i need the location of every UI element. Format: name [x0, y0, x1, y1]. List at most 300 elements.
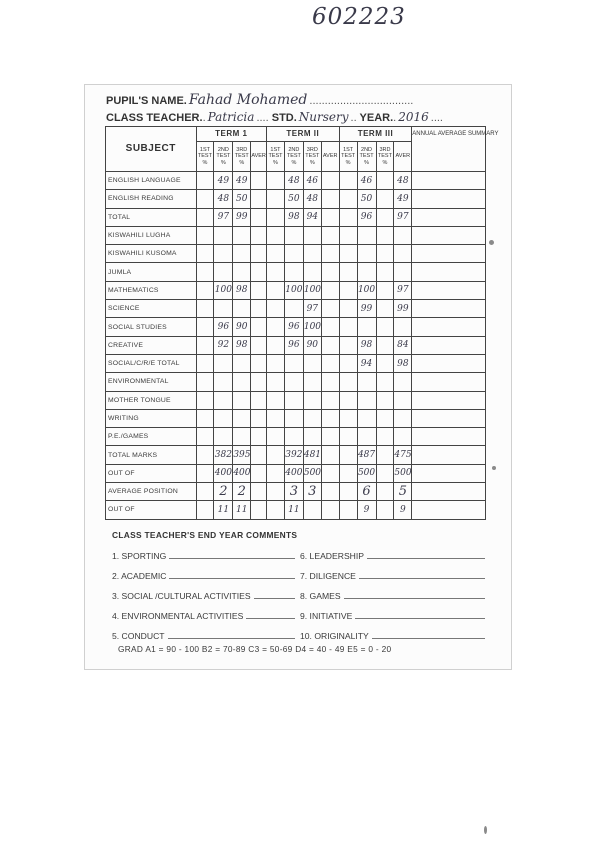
subheader-top: 1ST: [270, 146, 281, 153]
mark-cell: 97: [394, 281, 412, 299]
table-row: [106, 208, 486, 226]
mark-cell: 11: [214, 501, 233, 519]
subheader-pct: %: [291, 159, 297, 166]
mark-cell: 90: [303, 336, 321, 354]
mark-cell: 500: [357, 464, 376, 482]
mark-cell: 96: [357, 208, 376, 226]
mark-cell: [267, 318, 285, 336]
comment-label: 9. INITIATIVE: [300, 611, 353, 621]
mark-cell: [196, 190, 214, 208]
subject-label: MOTHER TONGUE: [106, 391, 197, 409]
mark-cell: [357, 373, 376, 391]
table-row: [106, 318, 486, 336]
mark-cell: 48: [303, 190, 321, 208]
term1-subheader-3: [233, 142, 251, 172]
comment-label: 1. SPORTING: [112, 551, 167, 561]
mark-cell: [267, 373, 285, 391]
mark-cell: [321, 336, 339, 354]
annual-summary-cell: [412, 263, 486, 281]
subheader-top: 3RD: [236, 146, 248, 153]
form-id-number: 602223: [312, 4, 406, 30]
mark-cell: [339, 300, 357, 318]
annual-summary-cell: [412, 281, 486, 299]
subject-label: P.E./GAMES: [106, 428, 197, 446]
mark-cell: [321, 172, 339, 190]
mark-cell: 9: [394, 501, 412, 519]
mark-cell: 48: [214, 190, 233, 208]
mark-cell: [214, 263, 233, 281]
mark-cell: [251, 172, 267, 190]
mark-cell: [251, 483, 267, 501]
comment-label: 8. GAMES: [300, 591, 341, 601]
table-row: [106, 501, 486, 519]
term3-header: TERM III: [339, 127, 412, 142]
comment-blank: [169, 549, 295, 559]
table-row: [106, 373, 486, 391]
mark-cell: [321, 446, 339, 464]
mark-cell: [376, 446, 394, 464]
mark-cell: [339, 373, 357, 391]
mark-cell: 98: [357, 336, 376, 354]
mark-cell: 400: [214, 464, 233, 482]
mark-cell: [303, 245, 321, 263]
subject-header: SUBJECT: [106, 127, 197, 172]
mark-cell: [196, 281, 214, 299]
mark-cell: [321, 300, 339, 318]
subject-label: WRITING: [106, 409, 197, 427]
table-row: [106, 281, 486, 299]
mark-cell: [196, 226, 214, 244]
mark-cell: [321, 226, 339, 244]
mark-cell: [376, 281, 394, 299]
mark-cell: [339, 409, 357, 427]
mark-cell: 3: [284, 483, 303, 501]
annual-summary-cell: [412, 208, 486, 226]
subheader-top: AVER: [395, 153, 411, 160]
mark-cell: 96: [214, 318, 233, 336]
mark-cell: [196, 300, 214, 318]
mark-cell: [267, 336, 285, 354]
mark-cell: 400: [233, 464, 251, 482]
subject-label: SCIENCE: [106, 300, 197, 318]
mark-cell: [267, 464, 285, 482]
comment-label: 5. CONDUCT: [112, 631, 165, 641]
mark-cell: 11: [284, 501, 303, 519]
mark-cell: [233, 428, 251, 446]
pupil-name-value: Fahad Mohamed: [188, 92, 308, 108]
mark-cell: [284, 263, 303, 281]
mark-cell: [196, 409, 214, 427]
mark-cell: [251, 428, 267, 446]
comment-label: 2. ACADEMIC: [112, 571, 167, 581]
subheader-top: 1ST: [343, 146, 354, 153]
mark-cell: [251, 501, 267, 519]
subheader-mid: TEST: [286, 153, 301, 160]
mark-cell: [357, 263, 376, 281]
term3-subheader-3: [376, 142, 394, 172]
mark-cell: [321, 373, 339, 391]
mark-cell: [214, 428, 233, 446]
subheader-pct: %: [309, 159, 315, 166]
year-label: YEAR.: [359, 112, 394, 124]
pupil-name-line: PUPIL'S NAME. Fahad Mohamed ..................................: [106, 92, 414, 108]
mark-cell: 481: [303, 446, 321, 464]
marks-table: [105, 126, 499, 520]
mark-cell: 487: [357, 446, 376, 464]
subheader-mid: TEST: [377, 153, 392, 160]
subject-label: KISWAHILI LUGHA: [106, 226, 197, 244]
mark-cell: 475: [394, 446, 412, 464]
subject-label: JUMLA: [106, 263, 197, 281]
mark-cell: [357, 245, 376, 263]
comment-blank: [254, 589, 295, 599]
mark-cell: [233, 226, 251, 244]
mark-cell: [339, 428, 357, 446]
scan-speck: [492, 466, 496, 470]
mark-cell: [233, 300, 251, 318]
mark-cell: 98: [233, 336, 251, 354]
subheader-pct: %: [239, 159, 245, 166]
mark-cell: 2: [214, 483, 233, 501]
mark-cell: [303, 226, 321, 244]
mark-cell: [214, 245, 233, 263]
mark-cell: [251, 336, 267, 354]
mark-cell: [196, 373, 214, 391]
comment-label: 3. SOCIAL /CULTURAL ACTIVITIES: [112, 591, 251, 601]
mark-cell: 49: [394, 190, 412, 208]
mark-cell: [357, 226, 376, 244]
annual-summary-cell: [412, 245, 486, 263]
mark-cell: 97: [214, 208, 233, 226]
mark-cell: [339, 245, 357, 263]
table-row: [106, 409, 486, 427]
mark-cell: [376, 501, 394, 519]
annual-summary-cell: [412, 373, 486, 391]
mark-cell: [303, 391, 321, 409]
std-value: Nursery: [298, 110, 349, 124]
table-row: [106, 483, 486, 501]
mark-cell: [321, 483, 339, 501]
subheader-top: AVER: [251, 153, 266, 160]
mark-cell: [284, 391, 303, 409]
comment-line-left: [112, 569, 295, 581]
mark-cell: [267, 354, 285, 372]
subheader-mid: TEST: [305, 153, 320, 160]
mark-cell: 97: [394, 208, 412, 226]
mark-cell: [303, 373, 321, 391]
mark-cell: [394, 373, 412, 391]
mark-cell: 100: [303, 281, 321, 299]
mark-cell: [339, 226, 357, 244]
mark-cell: [214, 391, 233, 409]
term2-subheader-1: [267, 142, 285, 172]
mark-cell: [357, 428, 376, 446]
mark-cell: [303, 354, 321, 372]
comment-line-left: [112, 589, 295, 601]
mark-cell: [321, 391, 339, 409]
term1-subheader-4: [251, 142, 267, 172]
mark-cell: [196, 172, 214, 190]
mark-cell: [321, 354, 339, 372]
mark-cell: [267, 446, 285, 464]
mark-cell: 50: [357, 190, 376, 208]
table-row: [106, 336, 486, 354]
comment-blank: [168, 629, 295, 639]
subheader-top: 1ST: [199, 146, 210, 153]
mark-cell: [376, 263, 394, 281]
scan-speck: [484, 826, 487, 834]
subheader-mid: TEST: [197, 153, 212, 160]
subject-label: SOCIAL/C/R/E TOTAL: [106, 354, 197, 372]
mark-cell: [251, 281, 267, 299]
mark-cell: [321, 281, 339, 299]
mark-cell: [303, 428, 321, 446]
subheader-mid: TEST: [359, 153, 374, 160]
mark-cell: 94: [303, 208, 321, 226]
mark-cell: [267, 281, 285, 299]
mark-cell: [339, 446, 357, 464]
mark-cell: [251, 226, 267, 244]
subject-label: MATHEMATICS: [106, 281, 197, 299]
mark-cell: 46: [303, 172, 321, 190]
mark-cell: [357, 391, 376, 409]
mark-cell: 99: [357, 300, 376, 318]
mark-cell: [376, 318, 394, 336]
annual-summary-cell: [412, 428, 486, 446]
mark-cell: [284, 354, 303, 372]
comment-line-left: [112, 629, 295, 641]
term1-subheader-1: [196, 142, 214, 172]
mark-cell: [339, 172, 357, 190]
mark-cell: [339, 501, 357, 519]
mark-cell: 5: [394, 483, 412, 501]
subheader-top: 3RD: [306, 146, 318, 153]
mark-cell: [303, 501, 321, 519]
comment-blank: [372, 629, 485, 639]
scan-speck: [489, 240, 494, 245]
comment-line-right: [300, 589, 485, 601]
mark-cell: [251, 409, 267, 427]
mark-cell: [321, 464, 339, 482]
mark-cell: 96: [284, 336, 303, 354]
mark-cell: 49: [233, 172, 251, 190]
mark-cell: [233, 409, 251, 427]
mark-cell: [267, 300, 285, 318]
term1-subheader-2: [214, 142, 233, 172]
term2-subheader-2: [284, 142, 303, 172]
annual-summary-cell: [412, 446, 486, 464]
mark-cell: [196, 245, 214, 263]
annual-summary-cell: [412, 190, 486, 208]
table-row: [106, 391, 486, 409]
mark-cell: [376, 464, 394, 482]
mark-cell: [339, 391, 357, 409]
table-row: [106, 446, 486, 464]
mark-cell: [394, 318, 412, 336]
mark-cell: [394, 245, 412, 263]
table-row: [106, 245, 486, 263]
comment-blank: [355, 609, 485, 619]
mark-cell: 98: [233, 281, 251, 299]
mark-cell: [196, 336, 214, 354]
mark-cell: [284, 409, 303, 427]
year-value: 2016: [398, 110, 429, 124]
mark-cell: [303, 263, 321, 281]
mark-cell: [339, 318, 357, 336]
mark-cell: [196, 391, 214, 409]
mark-cell: 96: [284, 318, 303, 336]
table-row: [106, 172, 486, 190]
mark-cell: [267, 208, 285, 226]
mark-cell: 98: [394, 354, 412, 372]
mark-cell: 3: [303, 483, 321, 501]
mark-cell: [376, 300, 394, 318]
mark-cell: [196, 263, 214, 281]
mark-cell: [339, 354, 357, 372]
mark-cell: [214, 354, 233, 372]
annual-summary-cell: [412, 300, 486, 318]
comment-label: 10. ORIGINALITY: [300, 631, 369, 641]
annual-summary-cell: [412, 336, 486, 354]
mark-cell: [267, 391, 285, 409]
mark-cell: [321, 245, 339, 263]
mark-cell: [233, 354, 251, 372]
mark-cell: [321, 318, 339, 336]
annual-summary-cell: [412, 391, 486, 409]
subheader-top: 3RD: [379, 146, 391, 153]
table-row: [106, 190, 486, 208]
mark-cell: 97: [303, 300, 321, 318]
comment-line-right: [300, 569, 485, 581]
annual-summary-header: ANNUAL AVERAGE SUMMARY: [412, 127, 486, 172]
mark-cell: 84: [394, 336, 412, 354]
annual-summary-cell: [412, 226, 486, 244]
term3-subheader-2: [357, 142, 376, 172]
mark-cell: [394, 428, 412, 446]
grading-scale: GRAD A1 = 90 - 100 B2 = 70-89 C3 = 50-69 D4 = 40 - 49 E5 = 0 - 20: [118, 644, 392, 654]
mark-cell: 99: [394, 300, 412, 318]
table-row: [106, 226, 486, 244]
mark-cell: 500: [303, 464, 321, 482]
mark-cell: [214, 409, 233, 427]
mark-cell: [339, 281, 357, 299]
mark-cell: [339, 483, 357, 501]
mark-cell: [284, 428, 303, 446]
mark-cell: 98: [284, 208, 303, 226]
comments-title: CLASS TEACHER'S END YEAR COMMENTS: [112, 530, 298, 540]
mark-cell: [284, 226, 303, 244]
mark-cell: [267, 263, 285, 281]
comment-line-right: [300, 549, 485, 561]
subheader-mid: TEST: [216, 153, 231, 160]
comment-blank: [246, 609, 295, 619]
mark-cell: [251, 391, 267, 409]
subject-label: CREATIVE: [106, 336, 197, 354]
mark-cell: [251, 373, 267, 391]
term1-header: TERM 1: [196, 127, 267, 142]
annual-summary-cell: [412, 172, 486, 190]
mark-cell: 46: [357, 172, 376, 190]
mark-cell: 11: [233, 501, 251, 519]
std-label: STD.: [271, 112, 297, 124]
mark-cell: [321, 428, 339, 446]
mark-cell: 392: [284, 446, 303, 464]
mark-cell: [339, 464, 357, 482]
subject-label: ENGLISH READING: [106, 190, 197, 208]
subheader-pct: %: [273, 159, 278, 166]
mark-cell: [284, 245, 303, 263]
comment-label: 6. LEADERSHIP: [300, 551, 364, 561]
mark-cell: 100: [357, 281, 376, 299]
mark-cell: [214, 373, 233, 391]
mark-cell: 49: [214, 172, 233, 190]
mark-cell: [233, 263, 251, 281]
term3-subheader-4: [394, 142, 412, 172]
subheader-top: 2ND: [361, 146, 373, 153]
mark-cell: [357, 409, 376, 427]
mark-cell: [251, 318, 267, 336]
comment-blank: [359, 569, 485, 579]
term2-subheader-3: [303, 142, 321, 172]
mark-cell: 382: [214, 446, 233, 464]
mark-cell: [376, 428, 394, 446]
mark-cell: [321, 263, 339, 281]
mark-cell: [251, 464, 267, 482]
mark-cell: [303, 409, 321, 427]
subject-label: OUT OF: [106, 464, 197, 482]
subheader-pct: %: [382, 159, 388, 166]
mark-cell: [394, 263, 412, 281]
mark-cell: [376, 336, 394, 354]
comment-label: 7. DILIGENCE: [300, 571, 356, 581]
mark-cell: [196, 428, 214, 446]
mark-cell: 48: [284, 172, 303, 190]
subject-label: KISWAHILI KUSOMA: [106, 245, 197, 263]
mark-cell: 6: [357, 483, 376, 501]
mark-cell: [339, 263, 357, 281]
subheader-pct: %: [345, 159, 351, 166]
mark-cell: [376, 226, 394, 244]
mark-cell: [284, 373, 303, 391]
mark-cell: [251, 446, 267, 464]
comment-blank: [367, 549, 485, 559]
mark-cell: [251, 208, 267, 226]
mark-cell: [251, 245, 267, 263]
subheader-top: 2ND: [217, 146, 229, 153]
mark-cell: [339, 190, 357, 208]
mark-cell: [339, 208, 357, 226]
subheader-pct: %: [220, 159, 226, 166]
mark-cell: [267, 428, 285, 446]
comment-label: 4. ENVIRONMENTAL ACTIVITIES: [112, 611, 244, 621]
mark-cell: [339, 336, 357, 354]
subheader-pct: %: [202, 159, 208, 166]
mark-cell: [376, 172, 394, 190]
table-row: [106, 300, 486, 318]
mark-cell: [321, 190, 339, 208]
comment-blank: [169, 569, 295, 579]
mark-cell: 90: [233, 318, 251, 336]
subject-label: SOCIAL STUDIES: [106, 318, 197, 336]
mark-cell: [376, 409, 394, 427]
subject-label: TOTAL MARKS: [106, 446, 197, 464]
comment-line-right: [300, 609, 485, 621]
mark-cell: 50: [233, 190, 251, 208]
mark-cell: 92: [214, 336, 233, 354]
mark-cell: [267, 409, 285, 427]
subheader-top: 2ND: [288, 146, 300, 153]
subheader-top: AVER: [322, 153, 338, 160]
